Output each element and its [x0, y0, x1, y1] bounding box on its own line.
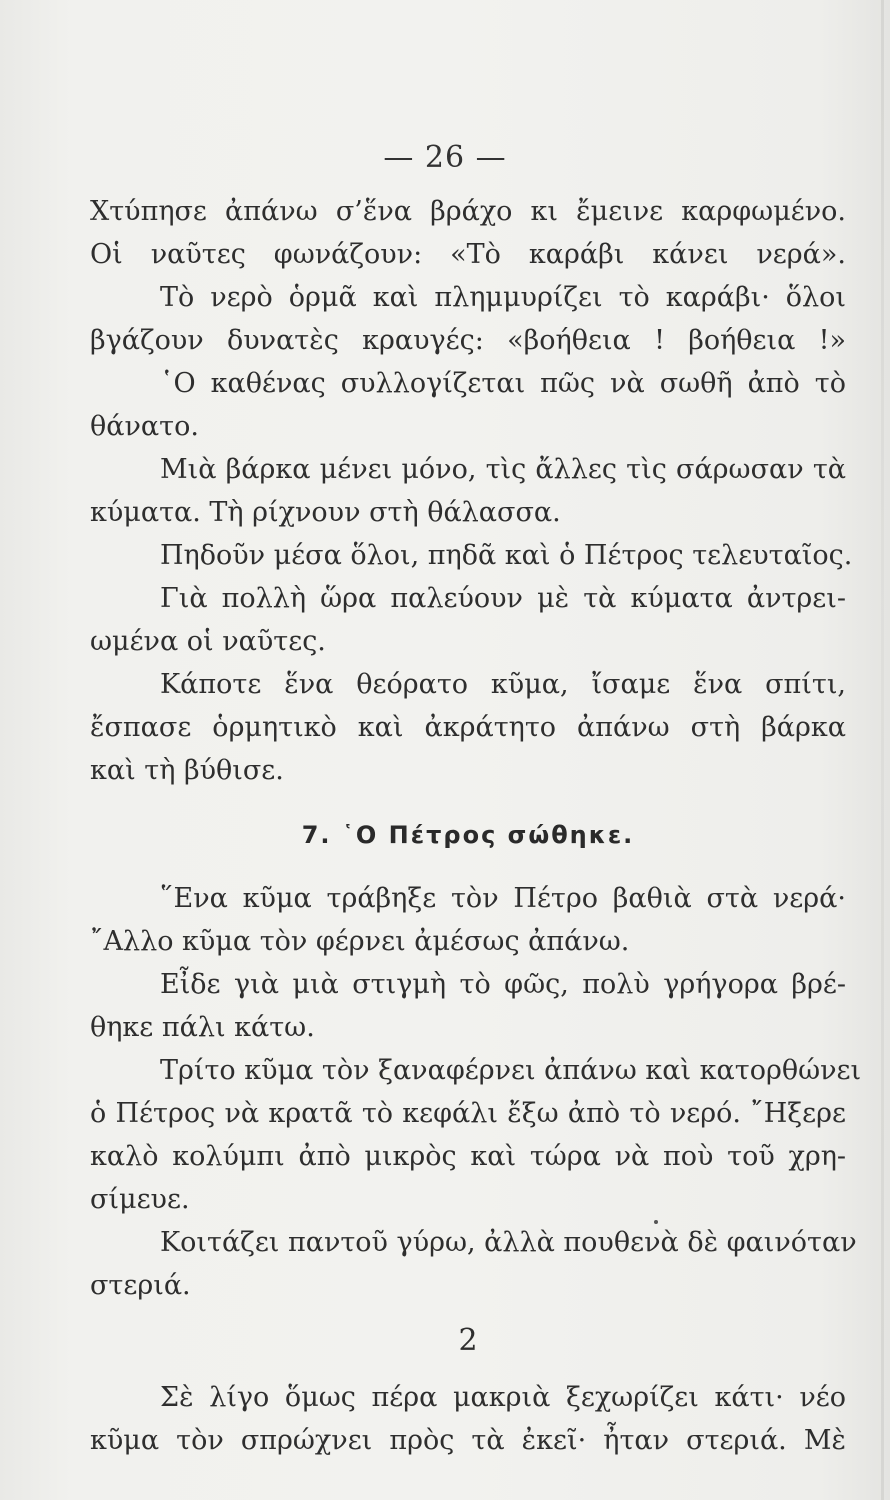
text-line: Μιὰ βάρκα μένει μόνο, τὶς ἄλλες τὶς σάρωσαν τὰ [160, 454, 846, 485]
text-line: ῞Ενα κῦμα τράβηξε τὸν Πέτρο βαθιὰ στὰ νερά· [160, 883, 846, 914]
text-line: κῦμα τὸν σπρώχνει πρὸς τὰ ἐκεῖ· ἦταν στεριά. Μὲ [90, 1425, 846, 1456]
text-line: Τρίτο κῦμα τὸν ξαναφέρνει ἀπάνω καὶ κατορθώνει [160, 1055, 862, 1086]
text-line: ῎Αλλο κῦμα τὸν φέρνει ἀμέσως ἀπάνω. [90, 926, 630, 957]
text-line: Εἶδε γιὰ μιὰ στιγμὴ τὸ φῶς, πολὺ γρήγορα βρέ- [160, 969, 846, 1000]
text-line: καλὸ κολύμπι ἀπὸ μικρὸς καὶ τώρα νὰ ποὺ τοῦ χρη- [90, 1141, 846, 1172]
text-line: θάνατο. [90, 411, 199, 442]
text-line: Σὲ λίγο ὅμως πέρα μακριὰ ξεχωρίζει κάτι· νέο [160, 1382, 846, 1413]
section-heading: 7. ῾Ο Πέτρος σώθηκε. [301, 821, 635, 849]
text-line: ωμένα οἱ ναῦτες. [90, 626, 326, 657]
text-line: σίμευε. [90, 1184, 190, 1215]
text-line: Τὸ νερὸ ὁρμᾶ καὶ πλημμυρίζει τὸ καράβι· ὅλοι [160, 282, 846, 313]
text-line: Πηδοῦν μέσα ὅλοι, πηδᾶ καὶ ὁ Πέτρος τελευταῖος. [160, 540, 853, 571]
text-line: στεριά. [90, 1270, 191, 1301]
section-mark: 2 [458, 1323, 478, 1358]
text-line: Γιὰ πολλὴ ὥρα παλεύουν μὲ τὰ κύματα ἀντρει- [160, 583, 846, 614]
text-line: ἔσπασε ὁρμητικὸ καὶ ἀκράτητο ἀπάνω στὴ βάρκα [90, 712, 846, 743]
text-line: κύματα. Τὴ ρίχνουν στὴ θάλασσα. [90, 497, 561, 528]
page-edge [881, 0, 884, 1500]
body-text [90, 190, 862, 1462]
ink-speck [654, 1220, 658, 1224]
text-line: Κάποτε ἕνα θεόρατο κῦμα, ἴσαμε ἕνα σπίτι, [160, 669, 846, 700]
page-number: — 26 — [383, 140, 507, 175]
text-line: Χτύπησε ἀπάνω σ’ἕνα βράχο κι ἔμεινε καρφωμένο. [90, 196, 846, 227]
text-line: ῾Ο καθένας συλλογίζεται πῶς νὰ σωθῆ ἀπὸ τὸ [160, 368, 846, 399]
text-line: καὶ τὴ βύθισε. [90, 755, 284, 786]
text-line: θηκε πάλι κάτω. [90, 1012, 315, 1043]
text-line: Κοιτάζει παντοῦ γύρω, ἀλλὰ πουθενὰ δὲ φαινόταν [160, 1227, 857, 1258]
text-line: ὁ Πέτρος νὰ κρατᾶ τὸ κεφάλι ἔξω ἀπὸ τὸ νερό. ῎Ηξερε [90, 1098, 846, 1129]
text-line: βγάζουν δυνατὲς κραυγές: «βοήθεια ! βοήθεια !» [90, 325, 846, 356]
text-line: Οἱ ναῦτες φωνάζουν: «Τὸ καράβι κάνει νερά». [90, 239, 846, 270]
